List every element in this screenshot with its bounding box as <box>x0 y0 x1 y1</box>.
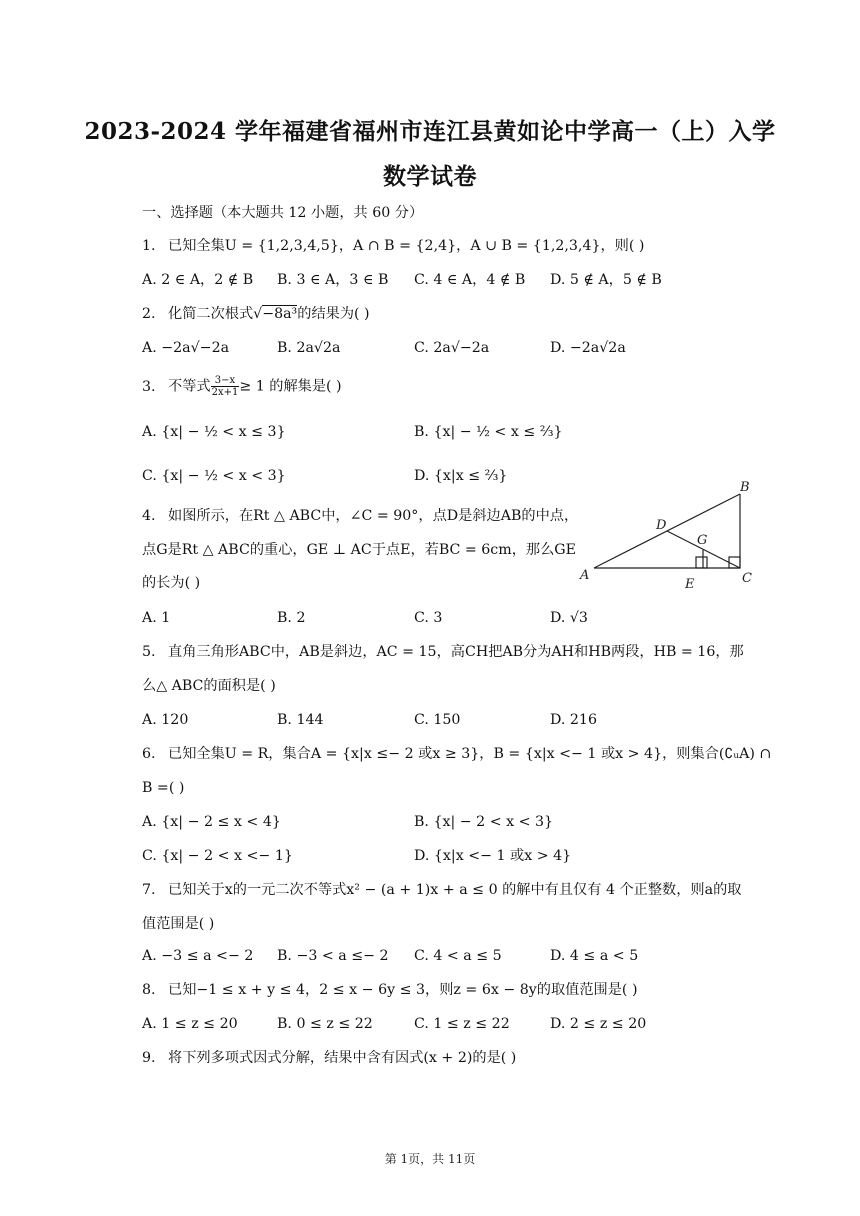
option-4a: A. 1 <box>142 610 171 626</box>
question-text: 已知−1 ≤ x + y ≤ 4，2 ≤ x − 6y ≤ 3，则z = 6x − 8y的取值范围是( ) <box>168 982 638 998</box>
option-8a: A. 1 ≤ z ≤ 20 <box>142 1016 238 1032</box>
option-5a: A. 120 <box>142 712 189 728</box>
question-text-line1: 直角三角形ABC中，AB是斜边，AC = 15，高CH把AB分为AH和HB两段，HB = 16，那 <box>168 644 744 660</box>
question-6 <box>142 744 771 764</box>
label-b: B <box>740 480 750 495</box>
option-6c: C. {x| − 2 < x <− 1} <box>142 848 293 864</box>
page-title-line2: 数学试卷 <box>383 163 477 190</box>
question-text-post: ≥ 1 的解集是( ) <box>239 378 342 395</box>
option-3a: A. {x| − ½ < x ≤ 3} <box>142 424 286 440</box>
label-d: D <box>656 518 667 533</box>
question-number: 6. <box>142 746 156 762</box>
fraction <box>211 375 240 398</box>
question-6-line2: B =( ) <box>142 780 185 796</box>
section-heading: 一、选择题（本大题共 12 小题，共 60 分） <box>142 205 424 221</box>
question-text-pre: 化简二次根式 <box>168 306 254 322</box>
question-8 <box>142 980 638 1000</box>
option-7c: C. 4 < a ≤ 5 <box>414 948 502 964</box>
question-4 <box>142 506 578 526</box>
question-text-line1: 已知全集U = R，集合A = {x|x ≤− 2 或x ≥ 3}，B = {x|x <− 1 或x > 4}，则集合(∁ᵤA) ∩ <box>168 746 772 762</box>
option-3c: C. {x| − ½ < x < 3} <box>142 468 286 484</box>
option-7a: A. −3 ≤ a <− 2 <box>142 948 254 964</box>
question-number: 7. <box>142 882 156 898</box>
question-number: 5. <box>142 644 156 660</box>
question-4-line3: 的长为( ) <box>142 575 201 591</box>
question-text-line1: 已知关于x的一元二次不等式x² − (a + 1)x + a ≤ 0 的解中有且仅有 4 个正整数，则a的取 <box>168 882 742 898</box>
option-8c: C. 1 ≤ z ≤ 22 <box>414 1016 510 1032</box>
right-angle-marker-c <box>729 557 740 568</box>
question-text: 已知全集U = {1,2,3,4,5}，A ∩ B = {2,4}，A ∪ B = {1,2,3,4}，则( ) <box>168 238 645 254</box>
question-5 <box>142 642 744 662</box>
label-c: C <box>742 571 752 586</box>
option-5b: B. 144 <box>277 712 324 728</box>
question-text-pre: 不等式 <box>168 378 211 395</box>
label-g: G <box>697 533 708 548</box>
option-7d: D. 4 ≤ a < 5 <box>550 948 639 964</box>
option-6b: B. {x| − 2 < x < 3} <box>414 814 554 830</box>
option-5d: D. 216 <box>550 712 597 728</box>
question-text-post: 的结果为( ) <box>297 306 370 322</box>
question-7-line2: 值范围是( ) <box>142 916 215 932</box>
option-2d: D. −2a√2a <box>550 340 626 356</box>
option-1a: A. 2 ∈ A，2 ∉ B <box>142 272 254 288</box>
option-8d: D. 2 ≤ z ≤ 20 <box>550 1016 647 1032</box>
radical-sign: √ <box>253 306 263 322</box>
question-number: 2. <box>142 306 156 322</box>
fraction-numerator: 3−x <box>211 375 240 387</box>
option-6a: A. {x| − 2 ≤ x < 4} <box>142 814 281 830</box>
question-number: 1. <box>142 238 156 254</box>
question-number: 8. <box>142 982 156 998</box>
option-1b: B. 3 ∈ A，3 ∈ B <box>277 272 389 288</box>
option-4d: D. √3 <box>550 610 588 626</box>
radicand: −8a³ <box>262 306 298 322</box>
page-title-line1: 2023-2024 学年福建省福州市连江县黄如论中学高一（上）入学 <box>84 118 776 145</box>
right-angle-marker-e <box>696 557 707 568</box>
question-number: 3. <box>142 378 156 395</box>
question-1 <box>142 236 644 256</box>
option-2a: A. −2a√−2a <box>142 340 230 356</box>
option-2b: B. 2a√2a <box>277 340 341 356</box>
question-number: 9. <box>142 1050 156 1066</box>
question-text: 将下列多项式因式分解，结果中含有因式(x + 2)的是( ) <box>168 1050 517 1066</box>
question-7 <box>142 880 741 900</box>
option-6d: D. {x|x <− 1 或x > 4} <box>414 848 572 864</box>
label-a: A <box>580 568 590 583</box>
question-number: 4. <box>142 508 156 524</box>
option-1d: D. 5 ∉ A，5 ∉ B <box>550 272 662 288</box>
option-2c: C. 2a√−2a <box>414 340 490 356</box>
option-5c: C. 150 <box>414 712 461 728</box>
question-4-line2: 点G是Rt △ ABC的重心，GE ⊥ AC于点E，若BC = 6cm，那么GE <box>142 542 576 558</box>
question-text-line1: 如图所示，在Rt △ ABC中，∠C = 90°，点D是斜边AB的中点， <box>168 508 579 524</box>
page-footer: 第 1页，共 11页 <box>384 1152 476 1166</box>
option-3d: D. {x|x ≤ ⅔} <box>414 468 508 484</box>
option-1c: C. 4 ∈ A，4 ∉ B <box>414 272 526 288</box>
question-2 <box>142 304 370 324</box>
question-3 <box>142 375 342 398</box>
option-7b: B. −3 < a ≤− 2 <box>277 948 389 964</box>
triangle-figure <box>572 476 762 592</box>
option-8b: B. 0 ≤ z ≤ 22 <box>277 1016 373 1032</box>
fraction-denominator: 2x+1 <box>211 387 239 398</box>
option-4c: C. 3 <box>414 610 443 626</box>
option-3b: B. {x| − ½ < x ≤ ⅔} <box>414 424 563 440</box>
label-e: E <box>685 577 695 592</box>
option-4b: B. 2 <box>277 610 306 626</box>
question-9 <box>142 1048 516 1068</box>
question-5-line2: 么△ ABC的面积是( ) <box>142 678 276 694</box>
